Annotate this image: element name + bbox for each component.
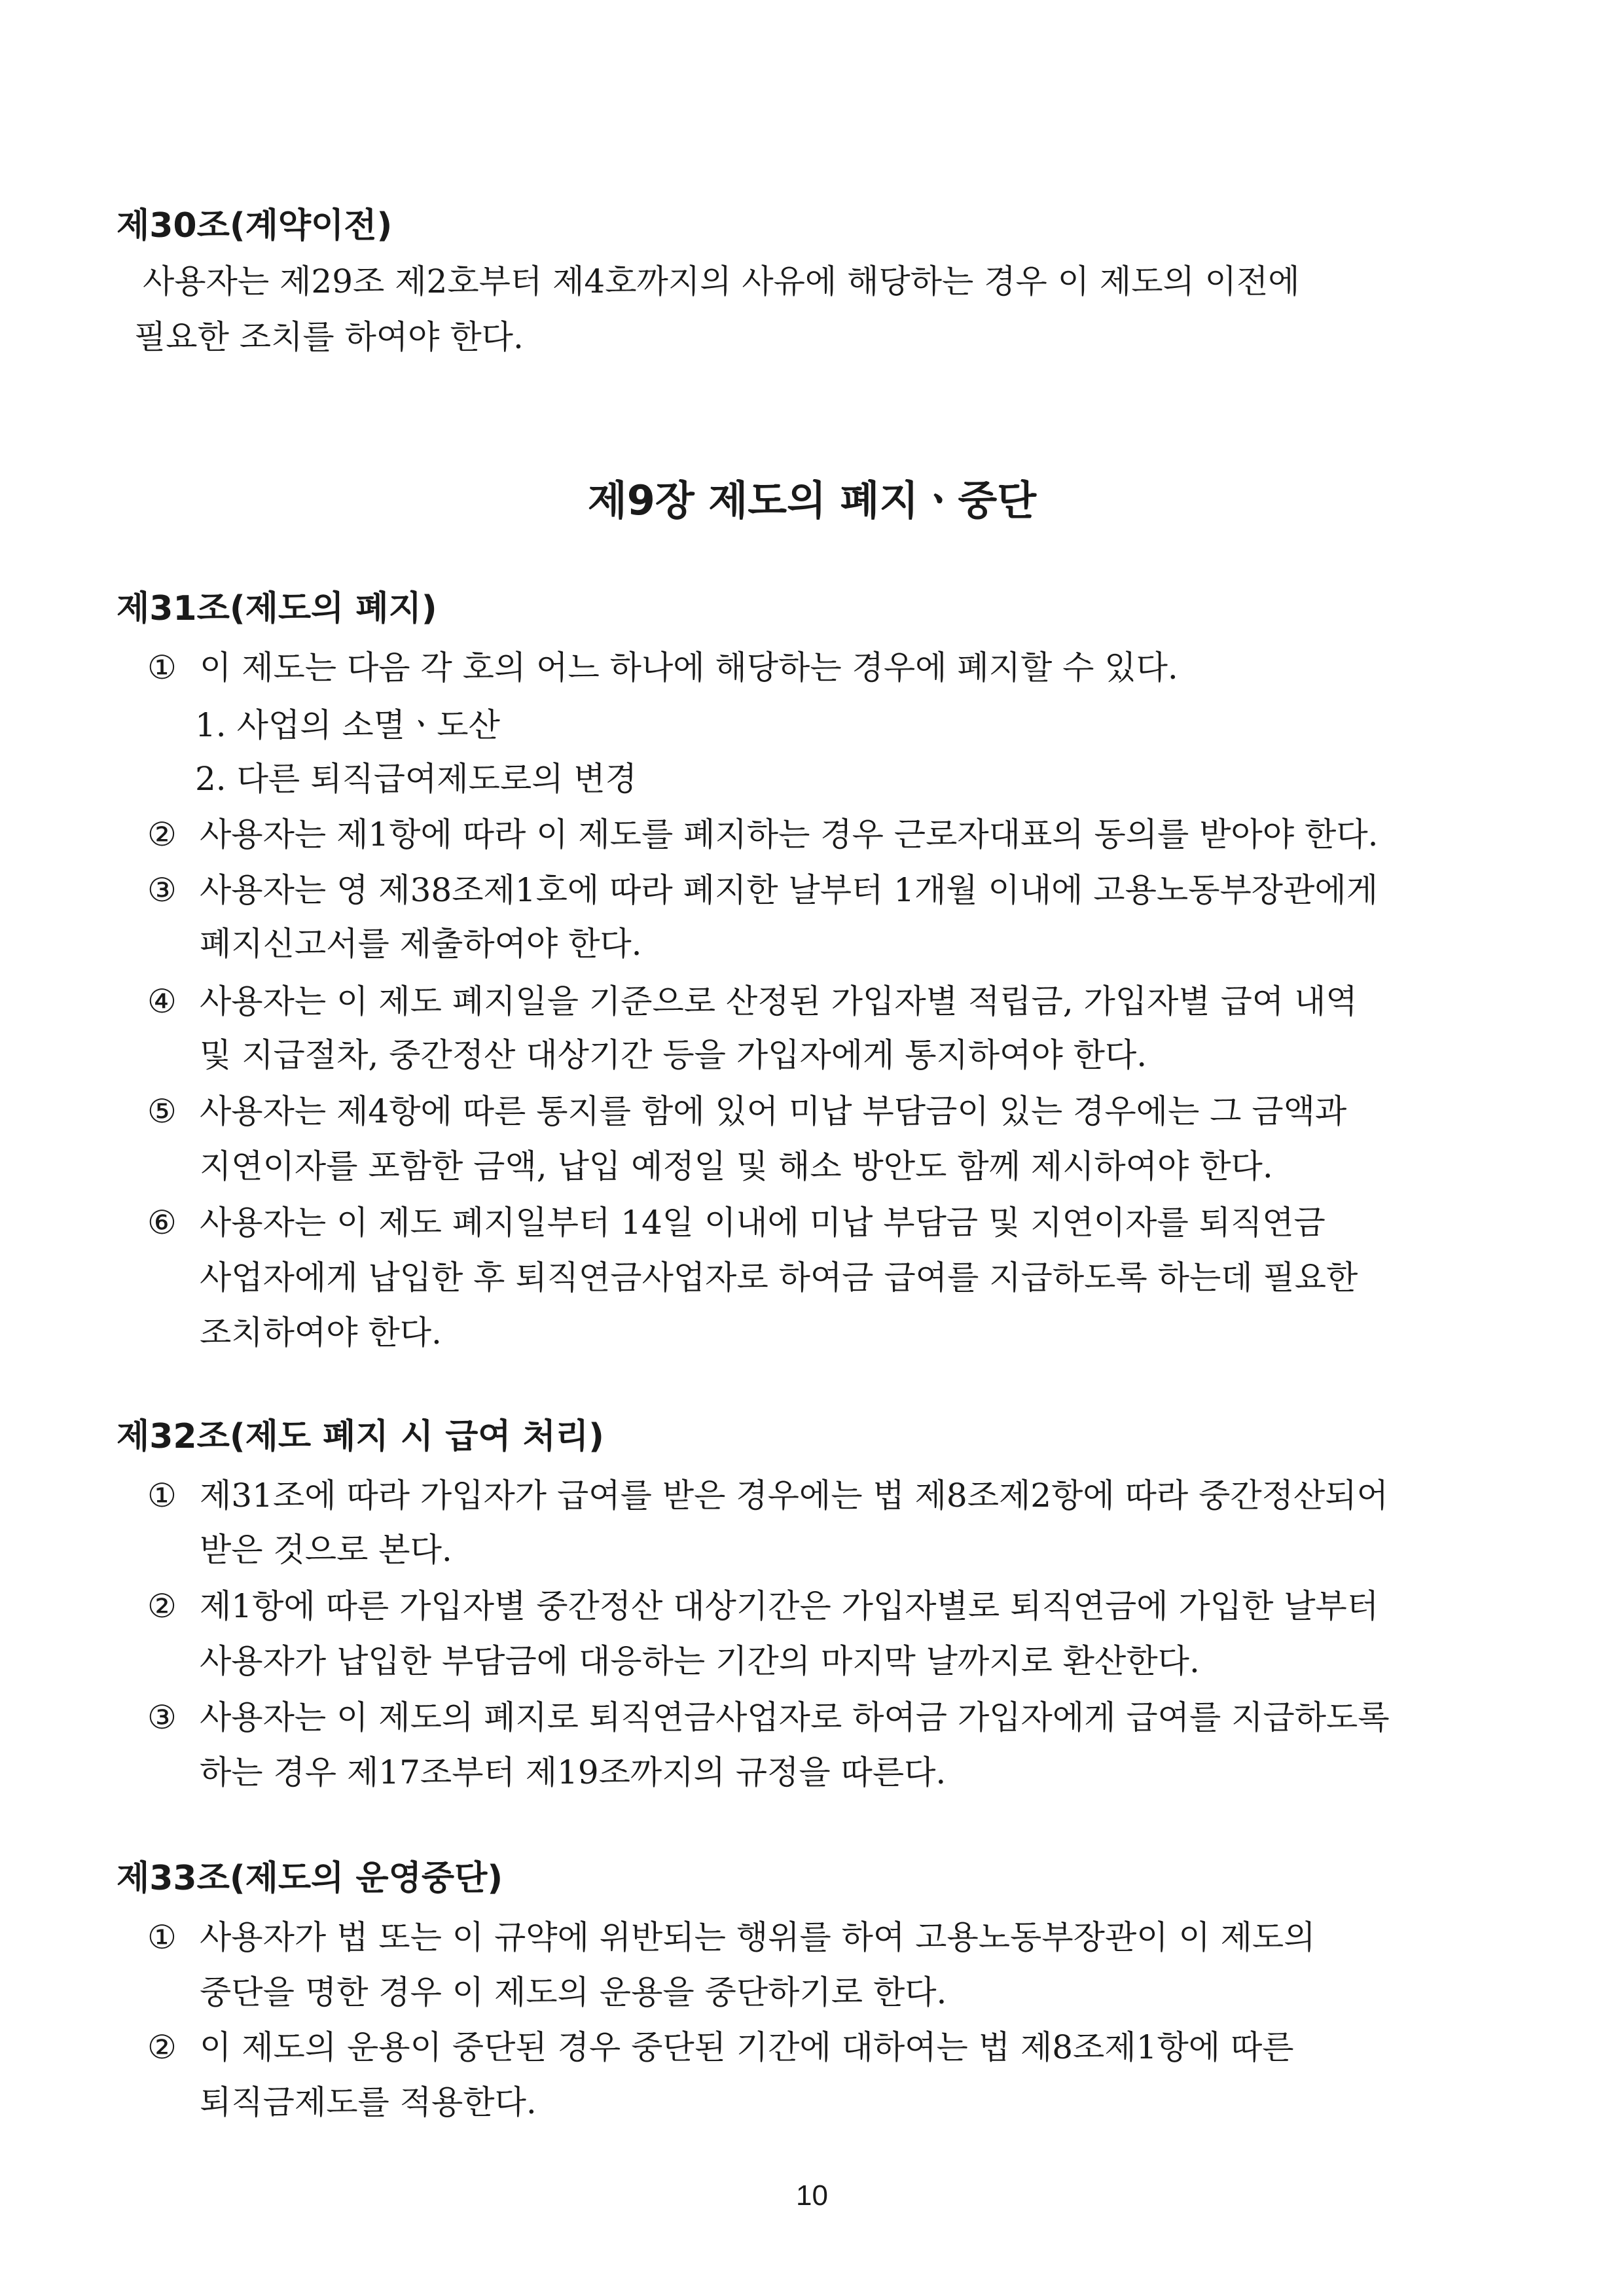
paragraph-marker: ④ bbox=[147, 982, 177, 1020]
article-32-paragraph-1 bbox=[147, 1476, 1388, 1515]
paragraph-text: 사용자는 이 제도 폐지일을 기준으로 산정된 가입자별 적립금, 가입자별 급여 내역 bbox=[200, 982, 1358, 1020]
paragraph-marker: ① bbox=[147, 649, 177, 687]
article-31-item-1: 1. 사업의 소멸ㆍ도산 bbox=[195, 706, 500, 744]
paragraph-marker: ⑤ bbox=[147, 1092, 177, 1130]
paragraph-text: 사용자는 영 제38조제1호에 따라 폐지한 날부터 1개월 이내에 고용노동부장관에게 bbox=[200, 871, 1378, 909]
article-31-heading: 제31조(제도의 폐지) bbox=[117, 589, 437, 628]
chapter-9-title: 제9장 제도의 폐지ㆍ중단 bbox=[587, 476, 1037, 524]
paragraph-marker: ② bbox=[147, 2028, 177, 2066]
article-31-paragraph-5-cont: 지연이자를 포함한 금액, 납입 예정일 및 해소 방안도 함께 제시하여야 한다. bbox=[200, 1147, 1273, 1185]
article-30-heading: 제30조(계약이전) bbox=[117, 206, 393, 245]
article-33-paragraph-1 bbox=[147, 1918, 1316, 1957]
article-32-paragraph-2-cont: 사용자가 납입한 부담금에 대응하는 기간의 마지막 날까지로 환산한다. bbox=[200, 1642, 1200, 1680]
paragraph-text: 사용자는 제4항에 따른 통지를 함에 있어 미납 부담금이 있는 경우에는 그 금액과 bbox=[200, 1092, 1347, 1130]
article-31-paragraph-4-cont: 및 지급절차, 중간정산 대상기간 등을 가입자에게 통지하여야 한다. bbox=[200, 1036, 1147, 1074]
article-31-paragraph-6 bbox=[147, 1203, 1326, 1242]
article-33-paragraph-1-cont: 중단을 명한 경우 이 제도의 운용을 중단하기로 한다. bbox=[200, 1973, 947, 2011]
article-31-paragraph-1 bbox=[147, 648, 1178, 687]
paragraph-marker: ① bbox=[147, 1918, 177, 1956]
article-31-paragraph-3-cont: 폐지신고서를 제출하여야 한다. bbox=[200, 925, 642, 963]
paragraph-text: 사용자가 법 또는 이 규약에 위반되는 행위를 하여 고용노동부장관이 이 제도의 bbox=[200, 1918, 1316, 1956]
paragraph-text: 사용자는 이 제도의 폐지로 퇴직연금사업자로 하여금 가입자에게 급여를 지급하도록 bbox=[200, 1698, 1390, 1736]
paragraph-marker: ③ bbox=[147, 871, 177, 909]
article-33-paragraph-2-cont: 퇴직금제도를 적용한다. bbox=[200, 2083, 537, 2121]
paragraph-marker: ③ bbox=[147, 1698, 177, 1736]
article-30-body-line-2: 필요한 조치를 하여야 한다. bbox=[134, 318, 524, 356]
article-31-item-2: 2. 다른 퇴직급여제도로의 변경 bbox=[195, 760, 637, 798]
article-31-paragraph-6-cont-2: 조치하여야 한다. bbox=[200, 1314, 442, 1352]
article-33-paragraph-2 bbox=[147, 2028, 1294, 2067]
article-32-heading: 제32조(제도 폐지 시 급여 처리) bbox=[117, 1417, 604, 1456]
paragraph-text: 사용자는 이 제도 폐지일부터 14일 이내에 미납 부담금 및 지연이자를 퇴직연금 bbox=[200, 1204, 1326, 1242]
article-31-paragraph-6-cont-1: 사업자에게 납입한 후 퇴직연금사업자로 하여금 급여를 지급하도록 하는데 필요한 bbox=[200, 1259, 1358, 1297]
article-31-paragraph-3 bbox=[147, 870, 1378, 910]
paragraph-text: 이 제도는 다음 각 호의 어느 하나에 해당하는 경우에 폐지할 수 있다. bbox=[200, 649, 1178, 687]
article-31-paragraph-2 bbox=[147, 815, 1379, 854]
page-number: 10 bbox=[796, 2179, 828, 2212]
article-31-paragraph-4 bbox=[147, 982, 1358, 1021]
article-33-heading: 제33조(제도의 운영중단) bbox=[117, 1859, 503, 1898]
paragraph-text: 사용자는 제1항에 따라 이 제도를 폐지하는 경우 근로자대표의 동의를 받아야 한다. bbox=[200, 816, 1379, 853]
article-32-paragraph-3-cont: 하는 경우 제17조부터 제19조까지의 규정을 따른다. bbox=[200, 1753, 947, 1791]
article-31-paragraph-5 bbox=[147, 1092, 1346, 1131]
paragraph-marker: ② bbox=[147, 1587, 177, 1625]
article-32-paragraph-2 bbox=[147, 1587, 1379, 1626]
paragraph-marker: ① bbox=[147, 1477, 177, 1515]
paragraph-text: 제1항에 따른 가입자별 중간정산 대상기간은 가입자별로 퇴직연금에 가입한 날부터 bbox=[200, 1587, 1379, 1625]
paragraph-marker: ⑥ bbox=[147, 1204, 177, 1242]
article-32-paragraph-1-cont: 받은 것으로 본다. bbox=[200, 1531, 452, 1569]
paragraph-marker: ② bbox=[147, 816, 177, 853]
paragraph-text: 이 제도의 운용이 중단된 경우 중단된 기간에 대하여는 법 제8조제1항에 따른 bbox=[200, 2028, 1294, 2066]
paragraph-text: 제31조에 따라 가입자가 급여를 받은 경우에는 법 제8조제2항에 따라 중간정산되어 bbox=[200, 1477, 1388, 1515]
article-30-body-line-1: 사용자는 제29조 제2호부터 제4호까지의 사유에 해당하는 경우 이 제도의 이전에 bbox=[143, 262, 1300, 300]
article-32-paragraph-3 bbox=[147, 1698, 1390, 1737]
